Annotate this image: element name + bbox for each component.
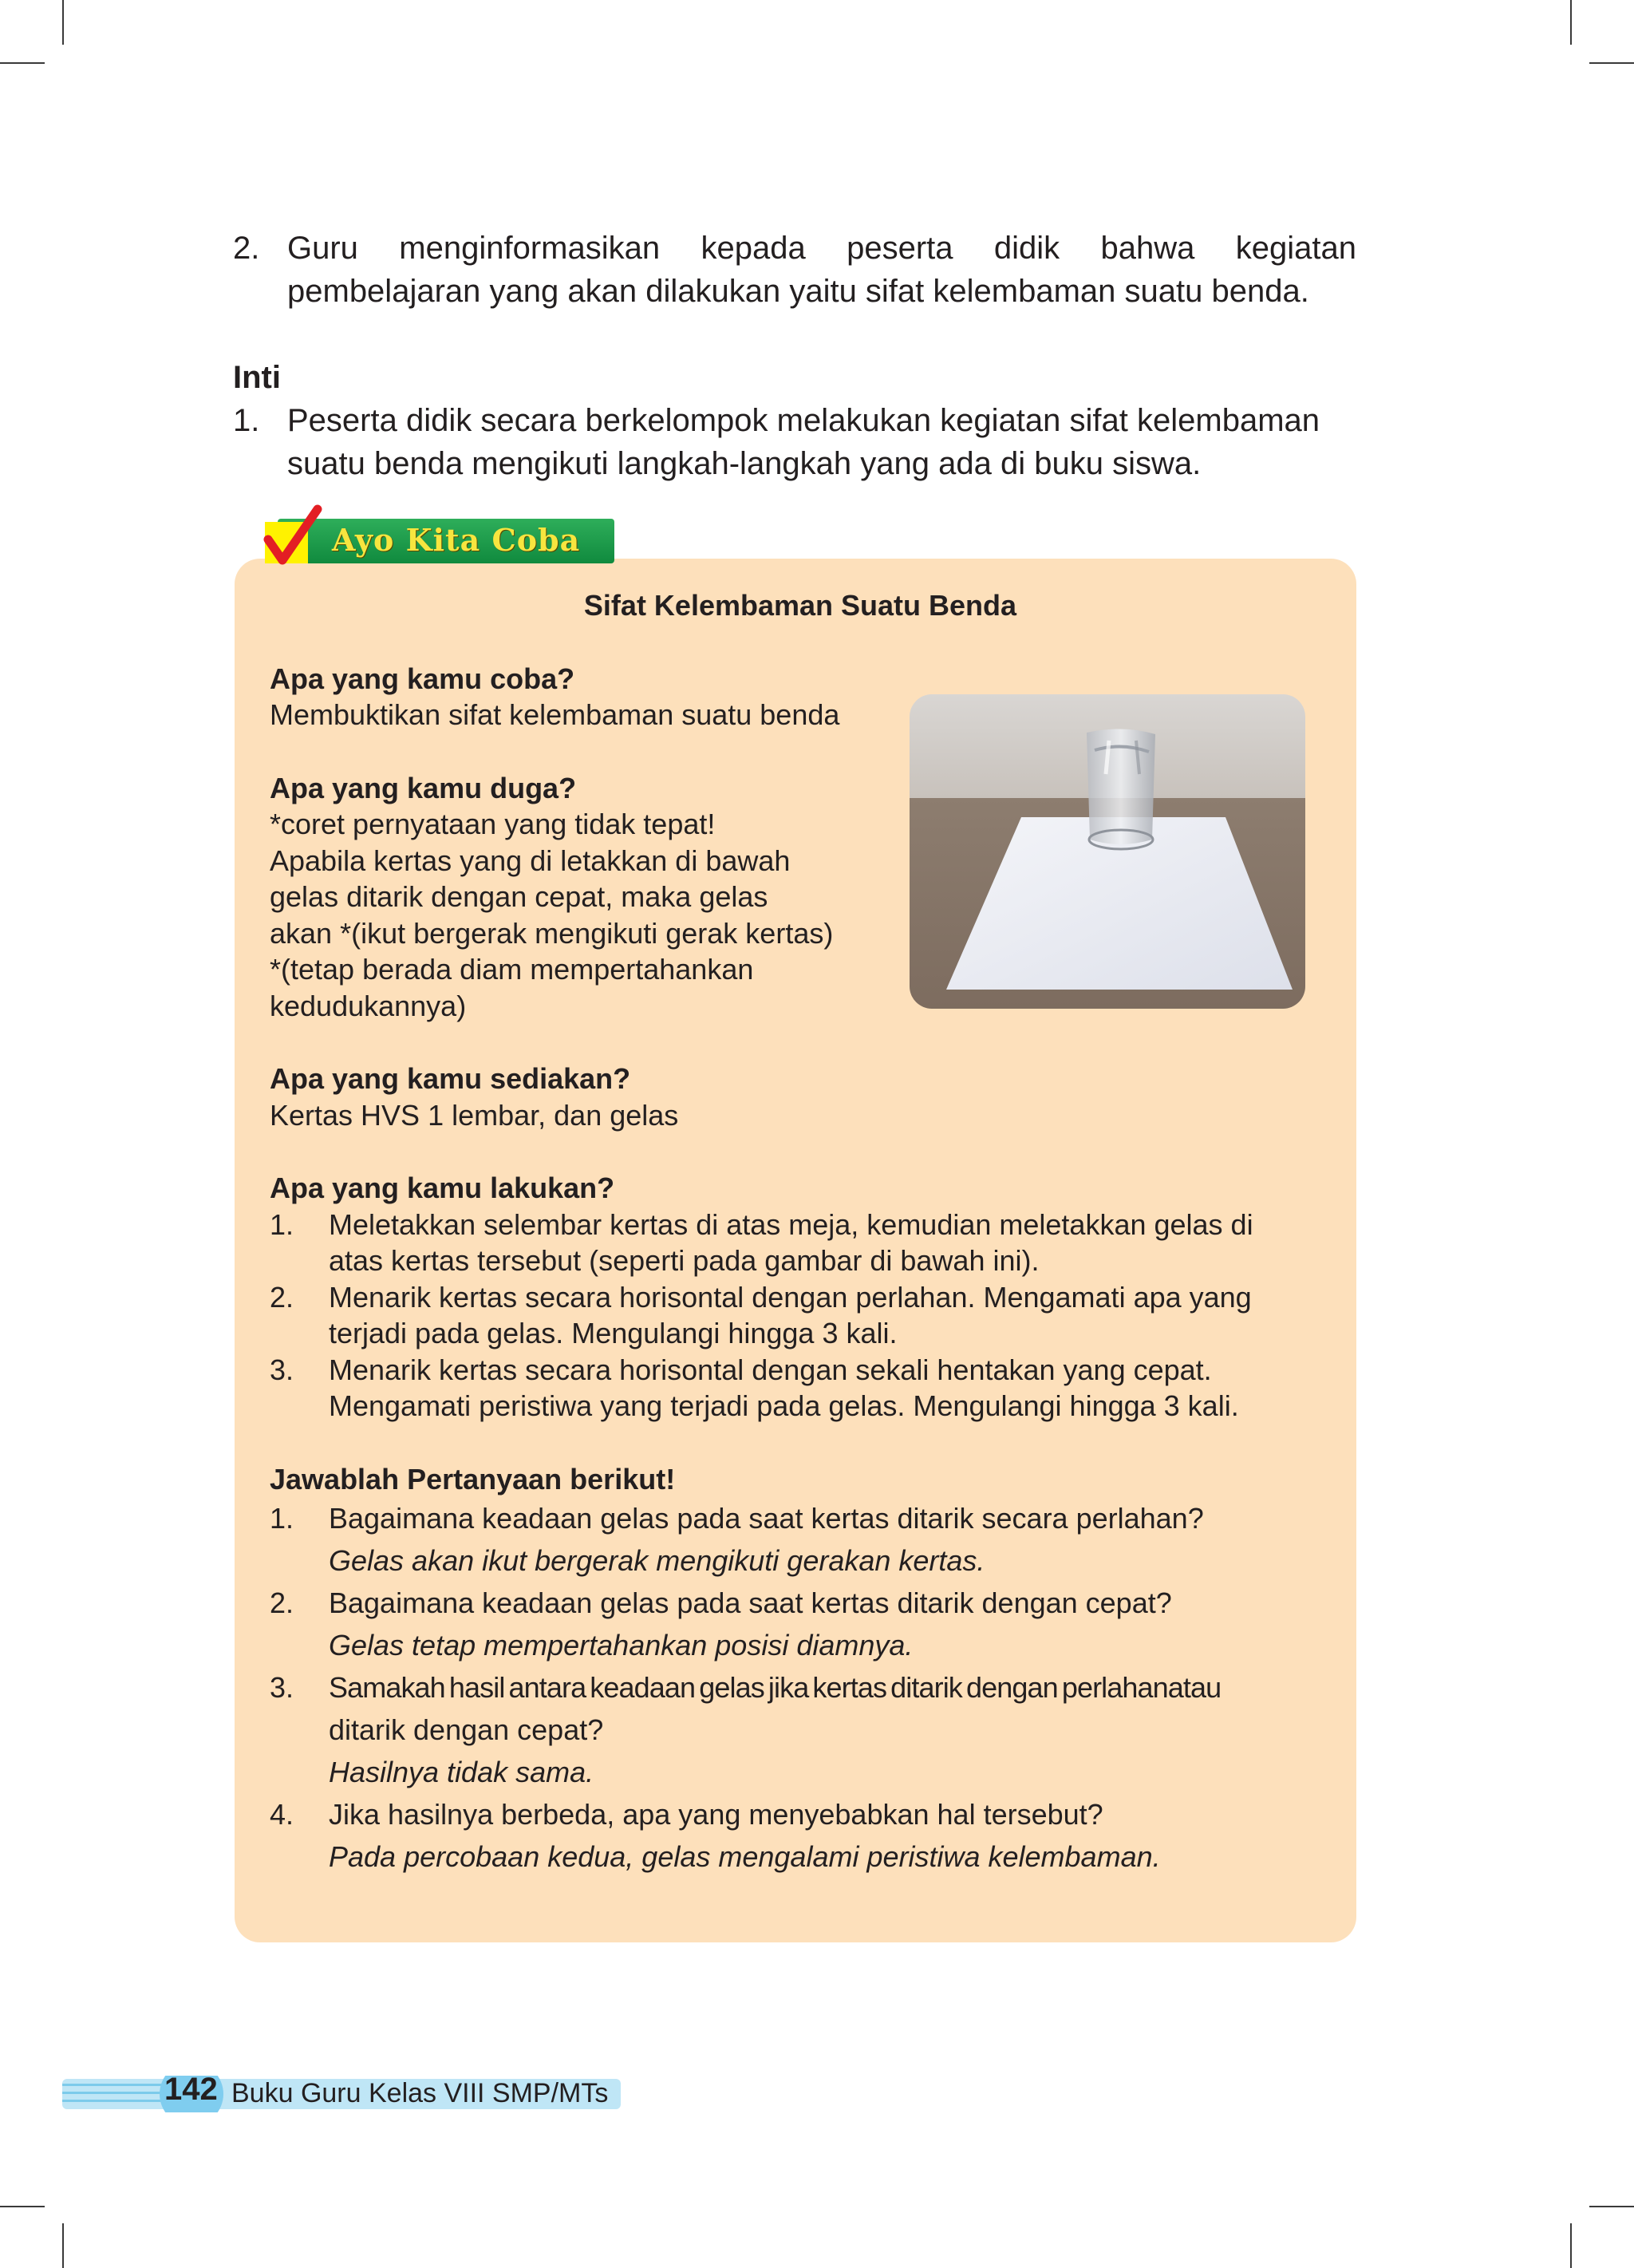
question-number: 2.	[270, 1586, 294, 1619]
step-line: Mengamati peristiwa yang terjadi pada gelas. Mengulangi hingga 3 kali.	[329, 1389, 1239, 1422]
book-title: Buku Guru Kelas VIII SMP/MTs	[231, 2078, 609, 2108]
question-number: 3.	[270, 1671, 294, 1704]
intro-item-1-line2: suatu benda mengikuti langkah-langkah yang ada di buku siswa.	[287, 446, 1202, 481]
step-item	[270, 1352, 1331, 1424]
hypothesis-line: kedudukannya)	[270, 989, 467, 1022]
intro-section	[233, 227, 1356, 485]
step-line: Meletakkan selembar kertas di atas meja, kemudian meletakkan gelas di	[329, 1207, 1253, 1241]
crop-mark	[0, 2206, 45, 2207]
hypothesis-line: *(tetap berada diam mempertahankan	[270, 953, 754, 986]
question-heading: Apa yang kamu lakukan?	[270, 1172, 615, 1204]
answer-text: Gelas akan ikut bergerak mengikuti gerakan kertas.	[329, 1544, 985, 1577]
question-heading: Jawablah Pertanyaan berikut!	[270, 1462, 676, 1496]
hypothesis-line: Apabila kertas yang di letakkan di bawah	[270, 844, 791, 877]
crop-mark	[1570, 0, 1572, 45]
question-item	[270, 1497, 1331, 1582]
hypothesis-line: gelas ditarik dengan cepat, maka gelas	[270, 880, 768, 913]
glass-on-paper-illustration	[910, 694, 1305, 1009]
step-line: Menarik kertas secara horisontal dengan sekali hentakan yang cepat.	[329, 1353, 1212, 1386]
answer-text: Kertas HVS 1 lembar, dan gelas	[270, 1098, 679, 1132]
hypothesis-line: akan *(ikut bergerak mengikuti gerak kertas)	[270, 916, 834, 950]
hypothesis-line: *coret pernyataan yang tidak tepat!	[270, 808, 716, 840]
question-item	[270, 1582, 1331, 1666]
question-number: 1.	[270, 1502, 294, 1535]
experiment-photo	[910, 694, 1305, 1009]
step-number: 3.	[270, 1353, 294, 1386]
question-heading: Apa yang kamu coba?	[270, 662, 575, 695]
section-heading-inti: Inti	[233, 360, 281, 395]
badge-label: Ayo Kita Coba	[332, 522, 581, 558]
question-item	[270, 1666, 1331, 1793]
intro-item-2	[233, 227, 1356, 313]
step-line: atas kertas tersebut (seperti pada gambar di bawah ini).	[329, 1244, 1040, 1277]
intro-item-2-line2: pembelajaran yang akan dilakukan yaitu sifat kelembaman suatu benda.	[287, 274, 1309, 309]
question-heading: Apa yang kamu sediakan?	[270, 1062, 631, 1095]
step-line: Menarik kertas secara horisontal dengan perlahan. Mengamati apa yang	[329, 1280, 1252, 1314]
answer-text: Gelas tetap mempertahankan posisi diamnya.	[329, 1629, 914, 1661]
intro-item-2-line1: Guru menginformasikan kepada peserta didik bahwa kegiatan	[287, 231, 1356, 266]
crop-mark	[1570, 2223, 1572, 2268]
crop-mark	[1589, 2206, 1634, 2207]
question-text: Samakah hasil antara keadaan gelas jika kertas ditarik dengan perlahanatau	[329, 1671, 1222, 1704]
answer-text: Membuktikan sifat kelembaman suatu benda	[270, 698, 840, 731]
crop-mark	[1589, 62, 1634, 64]
item-number: 1.	[233, 403, 260, 438]
step-item	[270, 1207, 1331, 1279]
crop-mark	[62, 0, 64, 45]
question-text: Bagaimana keadaan gelas pada saat kertas ditarik secara perlahan?	[329, 1502, 1204, 1535]
answer-text: Pada percobaan kedua, gelas mengalami peristiwa kelembaman.	[329, 1840, 1161, 1873]
glass-icon	[1087, 729, 1155, 849]
intro-item-1-line1: Peserta didik secara berkelompok melakukan kegiatan sifat kelembaman	[287, 403, 1320, 438]
answer-text: Hasilnya tidak sama.	[329, 1756, 594, 1788]
page-number: 142	[164, 2072, 218, 2107]
step-line: terjadi pada gelas. Mengulangi hingga 3 kali.	[329, 1317, 898, 1349]
intro-item-1	[233, 399, 1356, 485]
item-number: 2.	[233, 231, 260, 266]
question-text: Bagaimana keadaan gelas pada saat kertas ditarik dengan cepat?	[329, 1586, 1172, 1619]
ayo-kita-coba-badge	[262, 504, 621, 568]
activity-title: Sifat Kelembaman Suatu Benda	[583, 589, 1017, 622]
question-text: Jika hasilnya berbeda, apa yang menyebabkan hal tersebut?	[329, 1798, 1103, 1831]
question-heading: Apa yang kamu duga?	[270, 771, 577, 804]
checkmark-icon	[262, 504, 326, 568]
crop-mark	[62, 2223, 64, 2268]
question-item	[270, 1793, 1331, 1878]
step-number: 2.	[270, 1280, 294, 1314]
crop-mark	[0, 62, 45, 64]
question-text: ditarik dengan cepat?	[329, 1713, 604, 1746]
step-number: 1.	[270, 1207, 294, 1241]
question-number: 4.	[270, 1798, 294, 1831]
step-item	[270, 1279, 1331, 1352]
